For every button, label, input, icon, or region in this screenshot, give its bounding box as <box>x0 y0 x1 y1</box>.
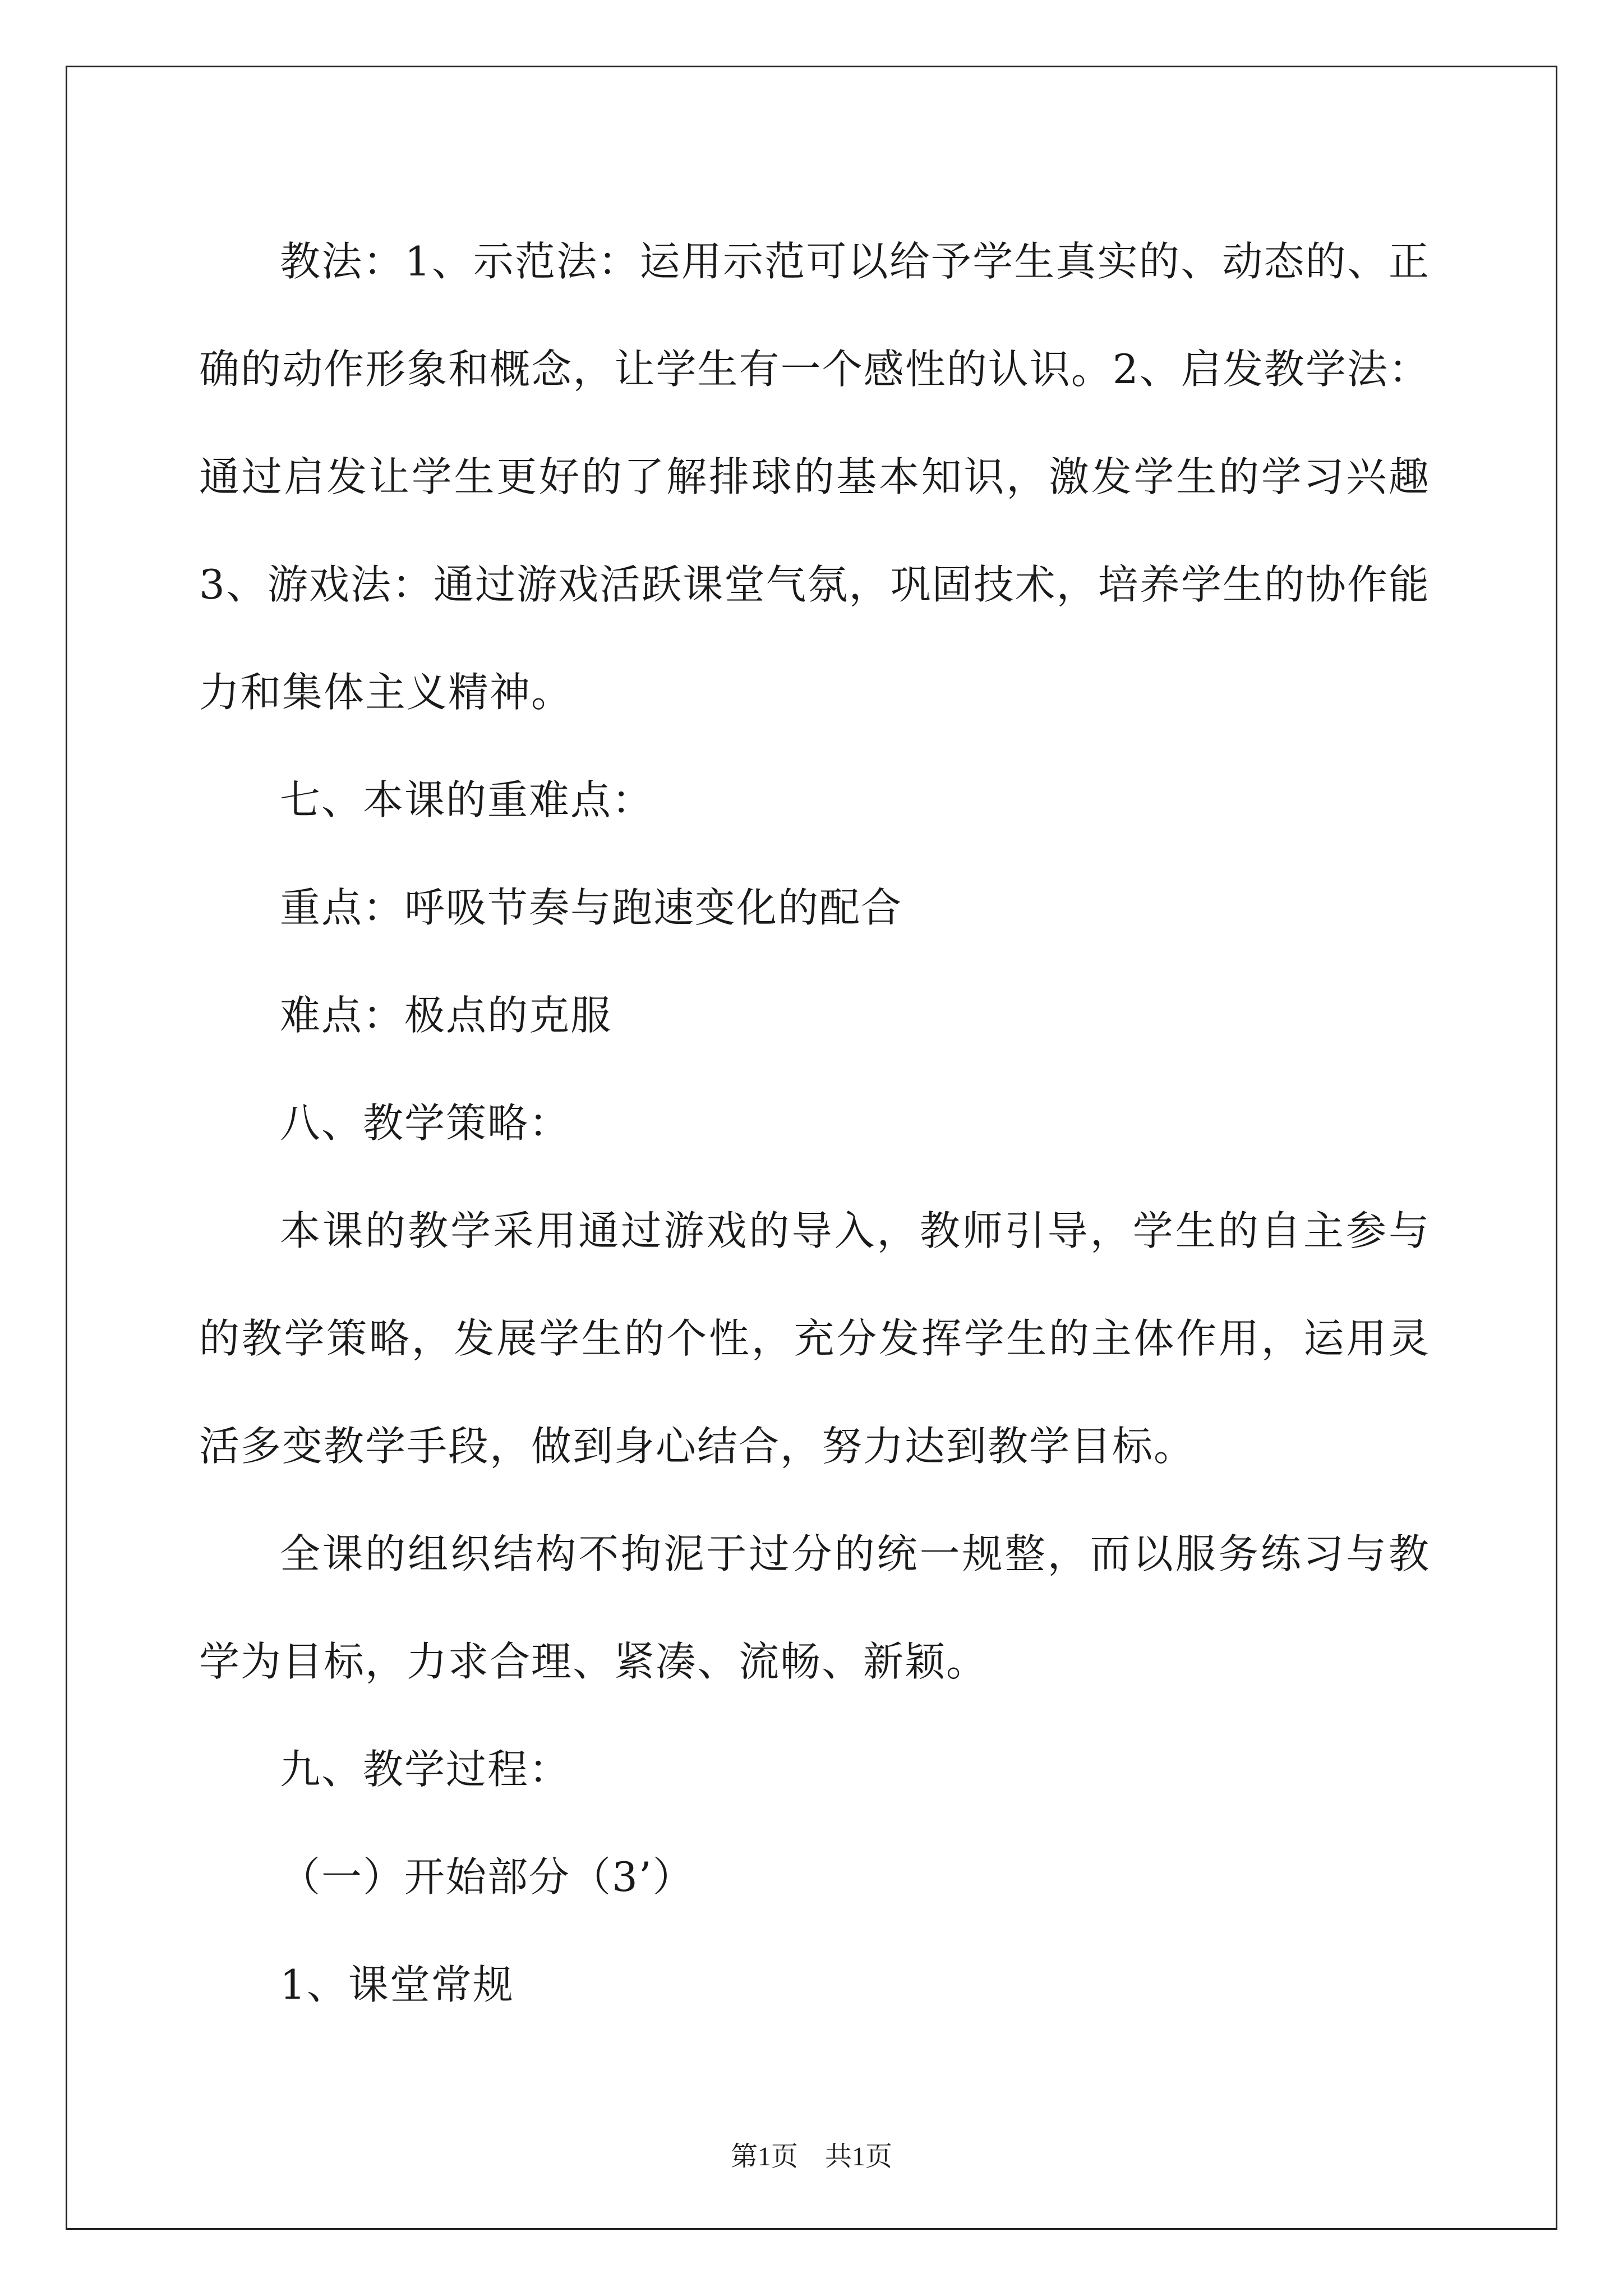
paragraph-strategy: 本课的教学采用通过游戏的导入，教师引导，学生的自主参与的教学策略，发展学生的个性，充分发挥学生的主体作用，运用灵活多变教学手段，做到身心结合，努力达到教学目标。 <box>199 1207 1430 1470</box>
item-classroom-routine: 1、课堂常规 <box>280 1961 514 2008</box>
page-number-total: 共1页 <box>825 2142 893 2171</box>
document-body <box>199 208 1430 2039</box>
heading-teaching-strategy: 八、教学策略： <box>280 1099 571 1147</box>
heading-opening-part: （一）开始部分（3’） <box>280 1853 694 1901</box>
heading-key-difficult-points: 七、本课的重难点： <box>280 776 654 823</box>
paragraph-key-point: 重点：呼吸节奏与跑速变化的配合 <box>280 884 903 931</box>
paragraph-organization: 全课的组织结构不拘泥于过分的统一规整，而以服务练习与教学为目标，力求合理、紧凑、流畅、新颖。 <box>199 1530 1430 1685</box>
page-number-current: 第1页 <box>730 2142 798 2171</box>
paragraph-difficult-point: 难点：极点的克服 <box>280 992 612 1039</box>
heading-teaching-process: 九、教学过程： <box>280 1746 571 1793</box>
page-footer <box>0 2134 1623 2173</box>
paragraph-teaching-methods: 教法：1、示范法：运用示范可以给予学生真实的、动态的、正确的动作形象和概念，让学生有一个感性的认识。2、启发教学法：通过启发让学生更好的了解排球的基本知识，激发学生的学习兴趣3、游戏法：通过游戏活跃课堂气氛，巩固技术，培养学生的协作能力和集体主义精神。 <box>199 238 1430 716</box>
